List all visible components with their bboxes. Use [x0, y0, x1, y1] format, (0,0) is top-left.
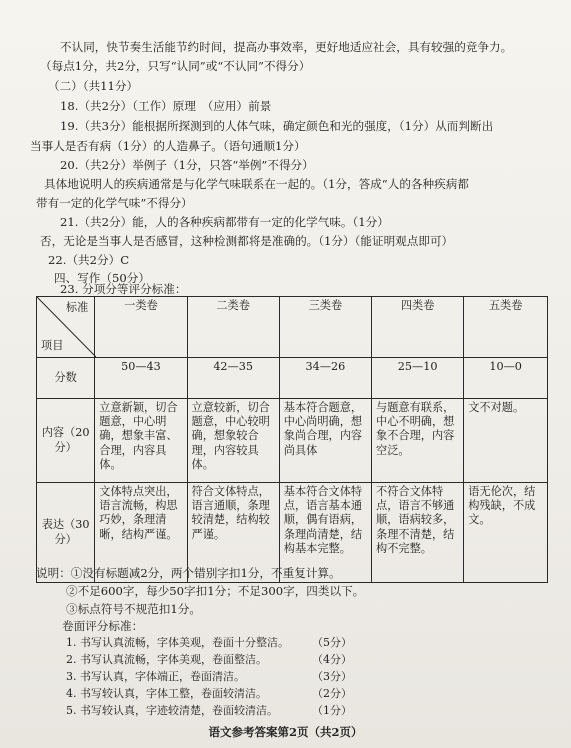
section-heading: （二）（共11分） — [48, 79, 139, 93]
neatness-title: 卷面评分标准： — [62, 619, 144, 633]
neatness-item: 3. 书写认真，字体端正，卷面清洁。 — [66, 670, 245, 683]
column-header: 二类卷 — [187, 297, 279, 358]
table-caption: 23. 分项分等评分标准： — [60, 282, 187, 296]
column-header: 四类卷 — [372, 297, 464, 358]
page-footer: 语文参考答案第2页（共2页） — [208, 725, 363, 739]
row-label: 分数 — [37, 358, 95, 399]
answer-line: 不认同，快节奏生活能节约时间，提高办事效率，更好地适应社会，具有较强的竞争力。 — [60, 40, 513, 54]
neatness-points: （4分） — [312, 653, 352, 666]
table-row — [37, 358, 548, 399]
table-cell: 立意较新，切合题意，中心较明确，想象较合理，内容较具体。 — [187, 399, 279, 483]
table-cell: 符合文体特点，语言通顺，条理较清楚，结构较严谨。 — [187, 483, 279, 583]
answer-line: 带有一定的化学气味”不得分） — [36, 196, 193, 210]
note-line: 说明：①没有标题减2分，两个错别字扣1分，不重复计算。 — [36, 566, 341, 580]
row-label: 内容（20分） — [37, 399, 95, 483]
neatness-points: （5分） — [312, 636, 352, 649]
note-line: ③标点符号不规范扣1分。 — [66, 602, 201, 616]
table-cell: 不符合文体特点，语言不够通顺，语病较多，条理不清楚，结构不完整。 — [372, 483, 464, 583]
answer-line: （每点1分，共2分，只写“认同”或“不认同”不得分） — [40, 59, 311, 73]
neatness-item: 1. 书写认真流畅，字体美观，卷面十分整洁。 — [66, 636, 289, 649]
answer-line: 21.（共2分）能，人的各种疾病都带有一定的化学气味。（1分） — [60, 215, 389, 229]
scoring-table — [36, 296, 548, 583]
table-cell: 50—43 — [95, 358, 187, 399]
column-header: 一类卷 — [95, 297, 187, 358]
table-cell: 34—26 — [279, 358, 371, 399]
section-heading: 四、写作（50分） — [54, 271, 150, 285]
table-cell: 与题意有联系，中心不明确，想象不合理，内容空泛。 — [372, 399, 464, 483]
table-cell: 立意新颖，切合题意，中心明确，想象丰富、合理，内容具体。 — [95, 399, 187, 483]
neatness-item: 2. 书写认真流畅，字体美观，卷面整洁。 — [66, 653, 267, 666]
neatness-item: 4. 书写较认真，字体工整，卷面较清洁。 — [66, 687, 267, 700]
table-cell: 基本符合题意，中心尚明确，想象尚合理，内容尚具体 — [279, 399, 371, 483]
table-row — [37, 399, 548, 483]
table-cell: 文不对题。 — [464, 399, 548, 483]
note-line: ②不足600字，每少50字扣1分；不足300字，四类以下。 — [66, 584, 365, 598]
table-cell: 10—0 — [464, 358, 548, 399]
neatness-item: 5. 书写较认真，字迹较清楚，卷面较清洁。 — [66, 704, 278, 717]
table-header-row — [37, 297, 548, 358]
table-cell: 文体特点突出，语言流畅，构思巧妙，条理清晰，结构严谨。 — [95, 483, 187, 583]
answer-line: 当事人是否有病（1分）的人造鼻子。（语句通顺1分） — [30, 139, 306, 153]
table-cell: 语无伦次，结构残缺，不成文。 — [464, 483, 548, 583]
answer-line: 具体地说明人的疾病通常是与化学气味联系在一起的。（1分，答成“人的各种疾病都 — [44, 177, 469, 191]
table-cell: 42—35 — [187, 358, 279, 399]
table-cell: 25—10 — [372, 358, 464, 399]
answer-line: 19.（共3分）能根据所探测到的人体气味，确定颜色和光的强度，（1分）从而判断出 — [60, 119, 494, 133]
answer-line: 18.（共2分）（工作）原理 （应用）前景 — [60, 99, 272, 113]
row-label: 表达（30分） — [37, 483, 95, 583]
neatness-points: （3分） — [312, 670, 352, 683]
answer-line: 22.（共2分）C — [48, 253, 130, 267]
column-header: 五类卷 — [464, 297, 548, 358]
answer-line: 20.（共2分）举例子（1分，只答“举例”不得分） — [60, 158, 314, 172]
neatness-points: （1分） — [312, 704, 352, 717]
corner-top-label: 标准 — [65, 301, 89, 314]
column-header: 三类卷 — [279, 297, 371, 358]
corner-bottom-label: 项目 — [41, 338, 64, 352]
neatness-points: （2分） — [312, 687, 352, 700]
table-cell: 基本符合文体特点，语言基本通顺，偶有语病，条理尚清楚，结构基本完整。 — [279, 483, 371, 583]
answer-line: 否，无论是当事人是否感冒，这种检测都将是准确的。（1分）（能证明观点即可） — [40, 234, 454, 248]
table-corner-cell — [37, 297, 95, 358]
